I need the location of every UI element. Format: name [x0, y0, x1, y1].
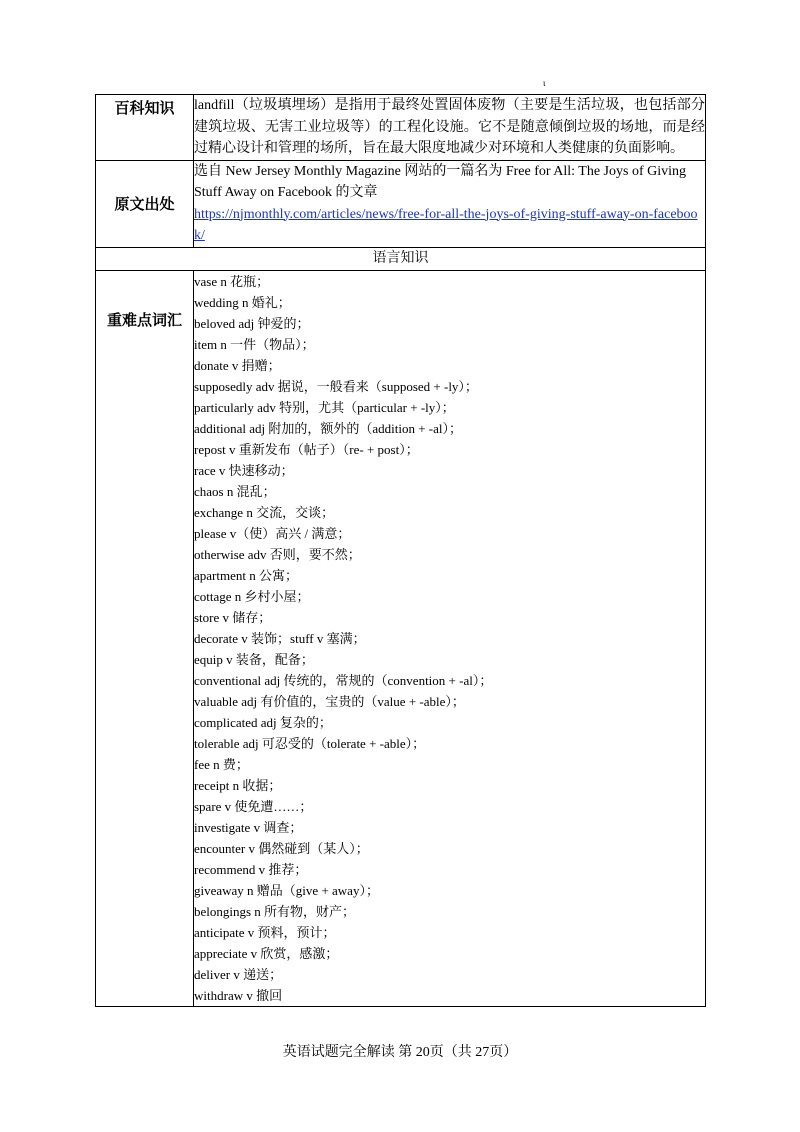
- vocab-item: vase n 花瓶；: [194, 273, 270, 289]
- vocab-item: apartment n 公寓；: [194, 567, 298, 583]
- vocab-item: investigate v 调查；: [194, 819, 303, 835]
- vocab-item: cottage n 乡村小屋；: [194, 588, 310, 604]
- vocab-item: additional adj 附加的，额外的（addition + -al）；: [194, 420, 463, 436]
- source-link[interactable]: https://njmonthly.com/articles/news/free-for-all-the-joys-of-giving-stuff-away-on-facebook/: [194, 206, 698, 243]
- vocab-item: particularly adv 特别，尤其（particular + -ly）；: [194, 399, 455, 415]
- vocab-item: store v 储存；: [194, 609, 272, 625]
- vocab-item: fee n 费；: [194, 756, 249, 772]
- vocab-item: appreciate v 欣赏，感激；: [194, 945, 339, 961]
- vocab-item: deliver v 递送；: [194, 966, 283, 982]
- vocab-item: decorate v 装饰；stuff v 塞满；: [194, 630, 366, 646]
- encyclopedia-cell: [194, 95, 706, 161]
- language-section-row: [96, 247, 706, 270]
- vocab-item: withdraw v 撤回: [194, 987, 283, 1003]
- vocabulary-cell: [194, 270, 706, 1006]
- vocab-item: race v 快速移动；: [194, 462, 294, 478]
- vocab-item: belongings n 所有物，财产；: [194, 903, 356, 919]
- vocab-item: donate v 捐赠；: [194, 357, 281, 373]
- vocab-item: giveaway n 赠品（give + away）；: [194, 882, 379, 898]
- vocab-item: beloved adj 钟爱的；: [194, 315, 310, 331]
- vocabulary-label: 重难点词汇: [96, 270, 194, 1006]
- vocab-item: chaos n 混乱；: [194, 483, 276, 499]
- vocab-item: please v（使）高兴 / 满意；: [194, 525, 351, 541]
- encyclopedia-label: 百科知识: [96, 95, 194, 161]
- vocab-item: item n 一件（物品）；: [194, 336, 315, 352]
- encyclopedia-text: landfill（垃圾填埋场）是指用于最终处置固体废物（主要是生活垃圾，也包括部分建筑垃圾、无害工业垃圾等）的工程化设施。它不是随意倾倒垃圾的场地，而是经过精心设计和管理的场所，旨在最大限度地减少对环境和人类健康的负面影响。: [194, 98, 705, 156]
- vocab-item: conventional adj 传统的，常规的（convention + -al）；: [194, 672, 493, 688]
- vocab-item: receipt n 收据；: [194, 777, 282, 793]
- source-cell: [194, 160, 706, 247]
- vocab-item: valuable adj 有价值的，宝贵的（value + -able）；: [194, 693, 465, 709]
- vocabulary-row: [96, 270, 706, 1006]
- source-row: [96, 160, 706, 247]
- source-line-2: Stuff Away on Facebook 的文章: [194, 185, 378, 200]
- language-section-title: 语言知识: [96, 247, 706, 270]
- vocab-item: complicated adj 复杂的；: [194, 714, 332, 730]
- top-mark: ι: [543, 78, 546, 88]
- vocab-item: wedding n 婚礼；: [194, 294, 291, 310]
- vocab-item: repost v 重新发布（帖子）（re- + post）；: [194, 441, 419, 457]
- vocab-item: otherwise adv 否则，要不然；: [194, 546, 361, 562]
- vocab-item: encounter v 偶然碰到（某人）；: [194, 840, 369, 856]
- vocab-item: recommend v 推荐；: [194, 861, 308, 877]
- content-table: [95, 94, 706, 1007]
- vocab-item: exchange n 交流，交谈；: [194, 504, 335, 520]
- vocab-item: spare v 使免遭……；: [194, 798, 313, 814]
- source-line-1: 选自 New Jersey Monthly Magazine 网站的一篇名为 Free for All: The Joys of Giving: [194, 163, 687, 179]
- encyclopedia-row: [96, 95, 706, 161]
- vocab-item: tolerable adj 可忍受的（tolerate + -able）；: [194, 735, 426, 751]
- vocab-item: anticipate v 预料，预计；: [194, 924, 336, 940]
- page-footer: 英语试题完全解读 第 20页（共 27页）: [282, 1045, 518, 1060]
- vocab-item: equip v 装备，配备；: [194, 651, 314, 667]
- source-label: 原文出处: [96, 160, 194, 247]
- vocab-item: supposedly adv 据说，一般看来（supposed + -ly）；: [194, 378, 478, 394]
